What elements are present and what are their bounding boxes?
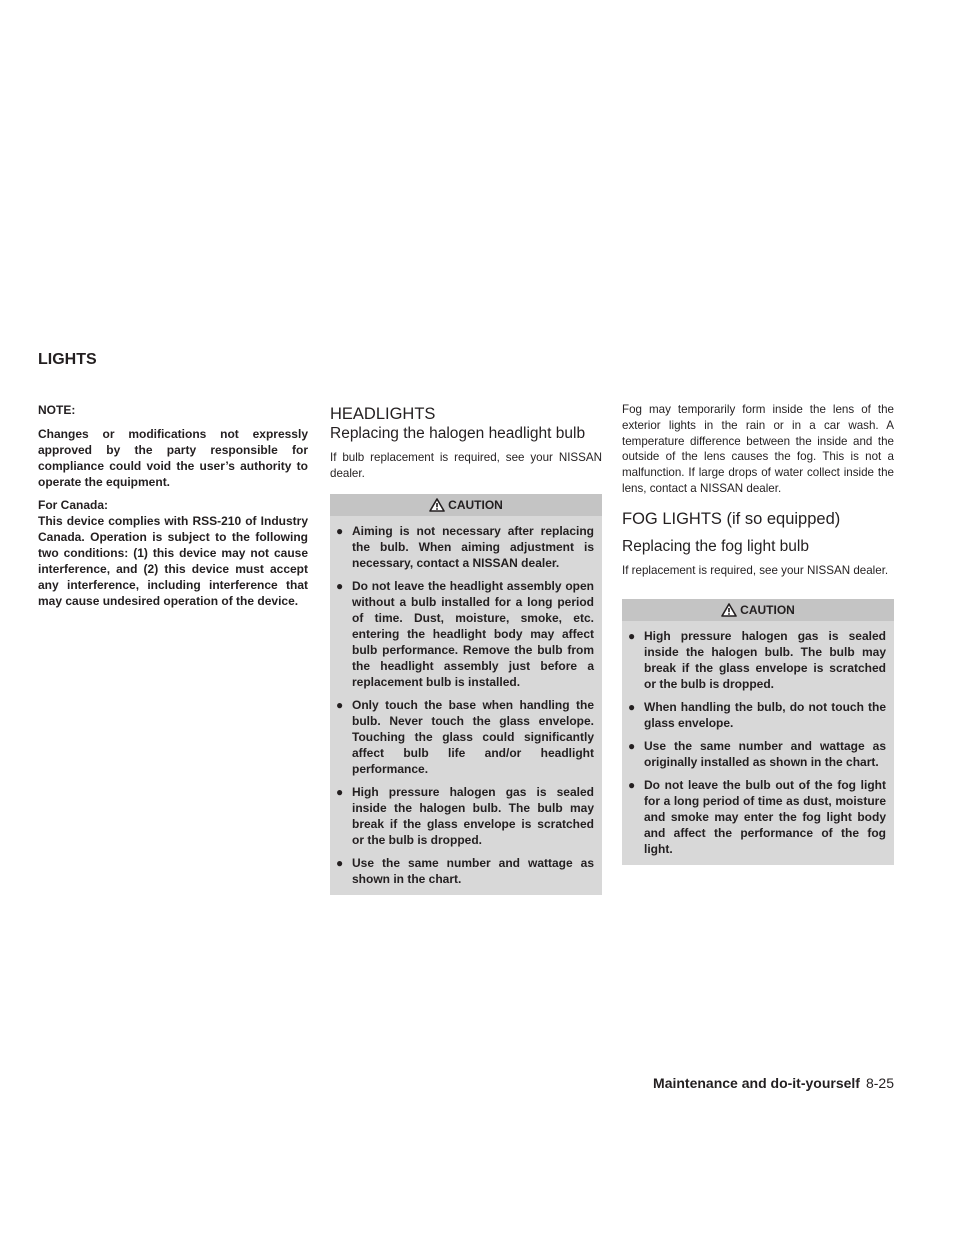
headlights-caution-list [330, 516, 602, 895]
bullet-icon: ● [336, 697, 344, 712]
bullet-icon: ● [336, 784, 344, 799]
caution-item: ● High pressure halogen gas is sealed inside the halogen bulb. The bulb may break if the glass envelope is scratched or the bulb is dropped. [628, 628, 886, 691]
caution-item: ● Use the same number and wattage as shown in the chart. [336, 855, 594, 886]
caution-item: ● When handling the bulb, do not touch the glass envelope. [628, 699, 886, 730]
fog-caution-list [622, 621, 894, 865]
headlights-column [330, 404, 602, 895]
bullet-icon: ● [628, 699, 636, 714]
bullet-icon: ● [628, 738, 636, 753]
section-title: LIGHTS [38, 351, 97, 368]
bullet-icon: ● [628, 628, 636, 643]
bullet-icon: ● [336, 855, 344, 870]
caution-header [330, 494, 602, 516]
caution-item: ● Do not leave the bulb out of the fog light for a long period of time as dust, moisture and smoke may enter the fog light body and affect the performance of the fog light. [628, 777, 886, 856]
headlights-intro: If bulb replacement is required, see your NISSAN dealer. [330, 451, 602, 480]
fog-subheading: Replacing the fog light bulb [622, 537, 809, 555]
canada-heading: For Canada: [38, 498, 109, 512]
fog-replace-text: If replacement is required, see your NISSAN dealer. [622, 563, 889, 577]
bullet-icon: ● [336, 523, 344, 538]
caution-item: ● High pressure halogen gas is sealed inside the halogen bulb. The bulb may break if the glass envelope is scratched or the bulb is dropped. [336, 784, 594, 847]
warning-triangle-icon [721, 602, 737, 624]
bullet-icon: ● [336, 578, 344, 593]
note-label: NOTE: [38, 403, 76, 417]
fog-heading: FOG LIGHTS (if so equipped) [622, 509, 841, 528]
page-footer [653, 1075, 894, 1091]
bullet-icon: ● [628, 777, 636, 792]
page-number: 8-25 [865, 1075, 894, 1091]
fog-column [622, 402, 894, 865]
note-column [38, 402, 308, 609]
fog-intro: Fog may temporarily form inside the lens of the exterior lights in the rain or in a car wash. A temperature difference between the inside and the outside of the lens causes the fog. This is not a malfunction. If large drops of water collect inside the lens, contact a NISSAN dealer. [622, 403, 894, 495]
warning-triangle-icon [429, 497, 445, 519]
caution-label: CAUTION [740, 602, 795, 617]
caution-item: ● Do not leave the headlight assembly open without a bulb installed for a long period of time. Dust, moisture, smoke, etc. entering the headlight body may affect bulb performance. Remove the bulb from the headlight assembly just before a replacement bulb is installed. [336, 578, 594, 689]
headlights-heading: HEADLIGHTS [330, 405, 436, 423]
caution-item: ● Only touch the base when handling the bulb. Never touch the glass envelope. Touching the glass could significantly affect bulb life and/or headlight performance. [336, 697, 594, 776]
canada-body: This device complies with RSS-210 of Industry Canada. Operation is subject to the following two conditions: (1) this device may not cause interference, and (2) this device must accept any interference, including interference that may cause undesired operation of the device. [38, 514, 308, 608]
note-body: Changes or modifications not expressly approved by the party responsible for compliance could void the user’s authority to operate the equipment. [38, 427, 308, 489]
headlights-subheading: Replacing the halogen headlight bulb [330, 425, 586, 442]
caution-item: ● Use the same number and wattage as originally installed as shown in the chart. [628, 738, 886, 769]
fog-caution-box [622, 599, 894, 865]
headlights-caution-box [330, 494, 602, 895]
caution-item: ● Aiming is not necessary after replacing the bulb. When aiming adjustment is necessary, contact a NISSAN dealer. [336, 523, 594, 570]
caution-header [622, 599, 894, 621]
footer-section-name: Maintenance and do-it-yourself [653, 1075, 860, 1091]
caution-label: CAUTION [448, 497, 503, 512]
